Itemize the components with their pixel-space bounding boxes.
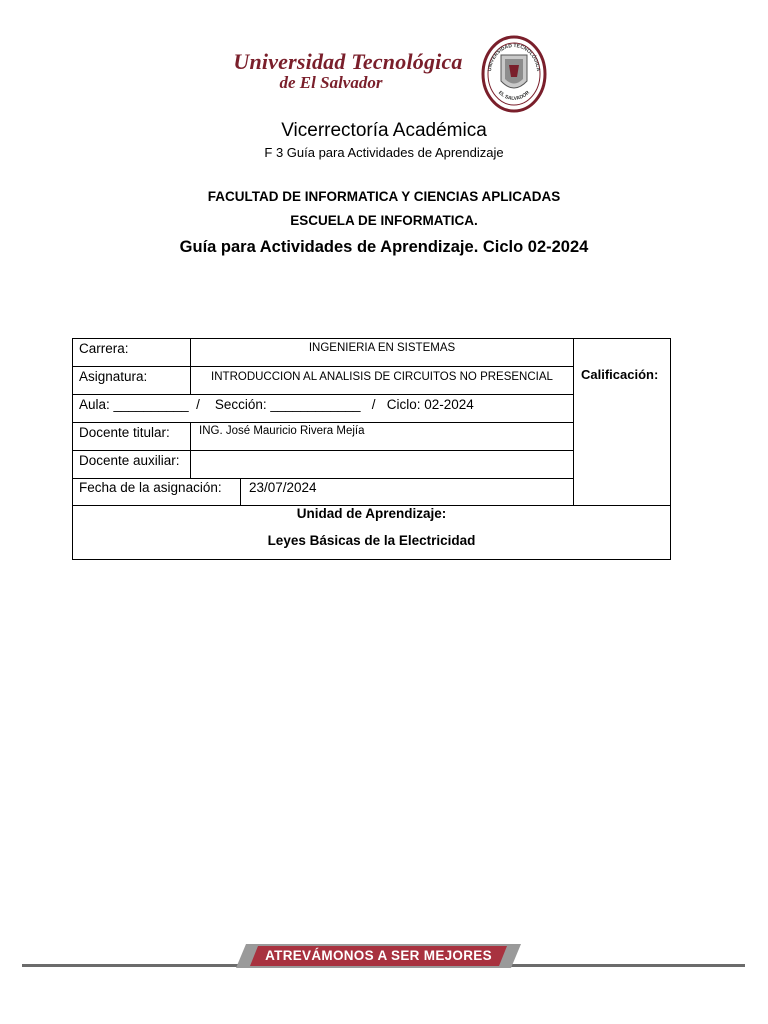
calificacion-label: Calificación: (581, 367, 659, 382)
university-logo-text (218, 50, 478, 93)
footer-slogan: ATREVÁMONOS A SER MEJORES (265, 948, 492, 963)
docente-titular-value: ING. José Mauricio Rivera Mejía (199, 425, 365, 437)
form-subtitle: F 3 Guía para Actividades de Aprendizaje (264, 145, 504, 160)
carrera-label: Carrera: (79, 341, 129, 356)
docente-auxiliar-label: Docente auxiliar: (79, 453, 180, 468)
fecha-asignacion-label: Fecha de la asignación: (79, 480, 222, 495)
docente-titular-label: Docente titular: (79, 425, 170, 440)
office-title: Vicerrectoría Académica (281, 120, 487, 141)
aula-seccion-ciclo-line: Aula: __________ / Sección: ____________ / Ciclo: 02-2024 (79, 397, 474, 412)
assignment-info-table (72, 338, 671, 560)
guide-title: Guía para Actividades de Aprendizaje. Ciclo 02-2024 (179, 238, 589, 256)
seal-bottom-text: EL SALVADOR (496, 89, 532, 102)
faculty-name: FACULTAD DE INFORMATICA Y CIENCIAS APLICADAS (207, 189, 561, 204)
school-name: ESCUELA DE INFORMATICA. (290, 213, 478, 228)
carrera-value: INGENIERIA EN SISTEMAS (308, 342, 456, 354)
unidad-label: Unidad de Aprendizaje: (296, 506, 447, 521)
university-name-line1: Universidad Tecnológica (233, 49, 463, 74)
asignatura-label: Asignatura: (79, 369, 148, 384)
asignatura-value: INTRODUCCION AL ANALISIS DE CIRCUITOS NO PRESENCIAL (211, 371, 553, 383)
university-name-line2: de El Salvador (279, 73, 383, 93)
fecha-asignacion-value: 23/07/2024 (249, 480, 317, 495)
university-seal-icon (481, 35, 547, 113)
unidad-value: Leyes Básicas de la Electricidad (267, 533, 476, 548)
seal-top-text: UNIVERSIDAD TECNOLÓGICA (487, 42, 541, 72)
